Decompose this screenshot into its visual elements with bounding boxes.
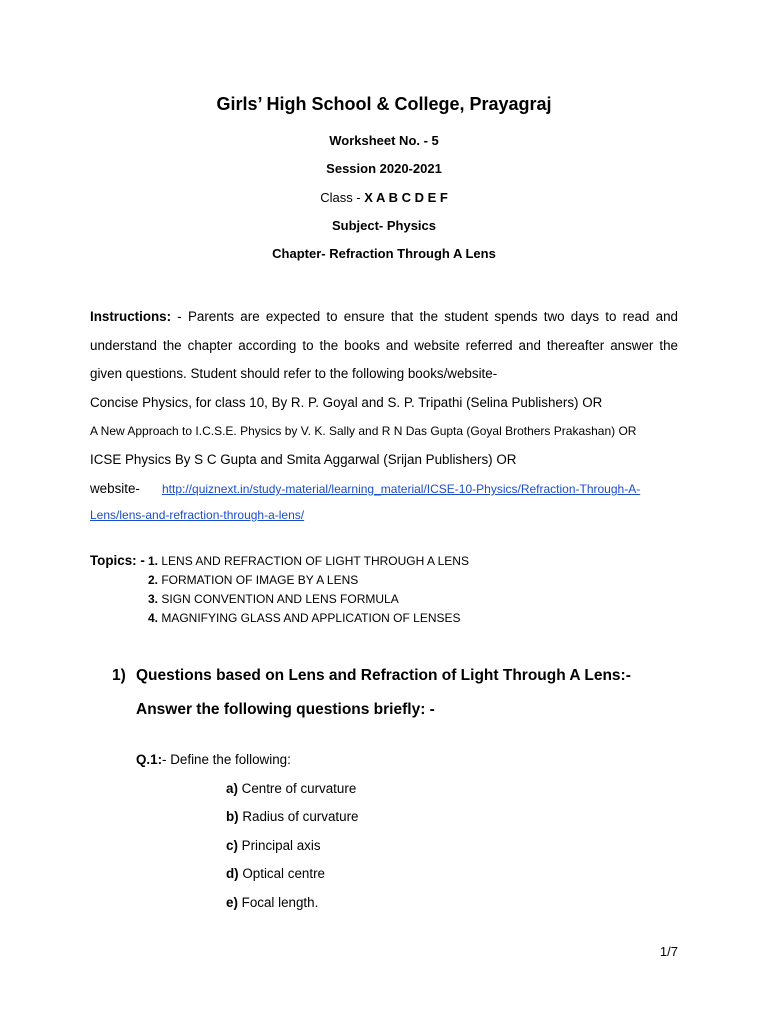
instructions-text-1: - Parents are expected to ensure that the student spends two days to read and (171, 309, 678, 324)
book-reference-2: A New Approach to I.C.S.E. Physics by V. K. Sally and R N Das Gupta (Goyal Brothers Prakashan) OR (90, 424, 637, 438)
website-label: website- (90, 481, 140, 496)
item-text: Focal length. (237, 895, 319, 910)
instructions-line-1 (90, 309, 678, 324)
topic-number: 3. (148, 592, 159, 606)
topic-text: FORMATION OF IMAGE BY A LENS (158, 573, 359, 587)
definition-item (226, 895, 318, 910)
page-number: 1/7 (659, 944, 678, 959)
chapter-line: Chapter- Refraction Through A Lens (272, 246, 496, 261)
topic-item (148, 554, 469, 568)
question-text: - Define the following: (162, 752, 291, 767)
section-subheading: Answer the following questions briefly: - (136, 701, 435, 718)
item-text: Radius of curvature (238, 809, 359, 824)
topic-number: 1. (148, 554, 159, 568)
book-reference-1: Concise Physics, for class 10, By R. P. Goyal and S. P. Tripathi (Selina Publishers) OR (90, 395, 603, 410)
instructions-line-2: understand the chapter according to the books and website referred and thereafter answer the (90, 338, 678, 353)
topic-text: MAGNIFYING GLASS AND APPLICATION OF LENSES (158, 611, 461, 625)
topics-label: Topics: - (90, 553, 145, 568)
instructions-label: Instructions: (90, 309, 172, 324)
item-text: Optical centre (238, 866, 325, 881)
item-letter: b) (226, 809, 239, 824)
class-line (0, 190, 768, 205)
item-text: Principal axis (237, 838, 321, 853)
subject-line: Subject- Physics (331, 218, 437, 233)
item-letter: c) (226, 838, 238, 853)
topic-number: 4. (148, 611, 159, 625)
section-number: 1) (112, 667, 126, 684)
topic-item (148, 611, 461, 625)
question-1 (136, 752, 291, 767)
definition-item (226, 781, 356, 796)
item-text: Centre of curvature (237, 781, 357, 796)
worksheet-number: Worksheet No. - 5 (329, 133, 439, 148)
definition-item (226, 838, 321, 853)
definition-item (226, 866, 325, 881)
item-letter: d) (226, 866, 239, 881)
website-link-line-1[interactable]: http://quiznext.in/study-material/learning_material/ICSE-10-Physics/Refraction-Through-A- (162, 482, 641, 496)
topic-text: SIGN CONVENTION AND LENS FORMULA (158, 592, 399, 606)
instructions-line-3: given questions. Student should refer to the following books/website- (90, 366, 498, 381)
class-value: X A B C D E F (364, 190, 448, 205)
topics-label-line (90, 553, 145, 568)
definition-item (226, 809, 358, 824)
session-line: Session 2020-2021 (326, 161, 442, 176)
school-title: Girls’ High School & College, Prayagraj (216, 94, 552, 114)
website-link-line-2[interactable]: Lens/lens-and-refraction-through-a-lens/ (90, 508, 305, 522)
class-label: Class - (320, 190, 365, 205)
topic-number: 2. (148, 573, 159, 587)
topic-item (148, 592, 399, 606)
item-letter: e) (226, 895, 238, 910)
question-label: Q.1: (136, 752, 163, 767)
book-reference-3: ICSE Physics By S C Gupta and Smita Aggarwal (Srijan Publishers) OR (90, 452, 517, 467)
topic-item (148, 573, 358, 587)
item-letter: a) (226, 781, 238, 796)
topic-text: LENS AND REFRACTION OF LIGHT THROUGH A LENS (158, 554, 469, 568)
section-heading: Questions based on Lens and Refraction of Light Through A Lens:- (136, 667, 631, 684)
